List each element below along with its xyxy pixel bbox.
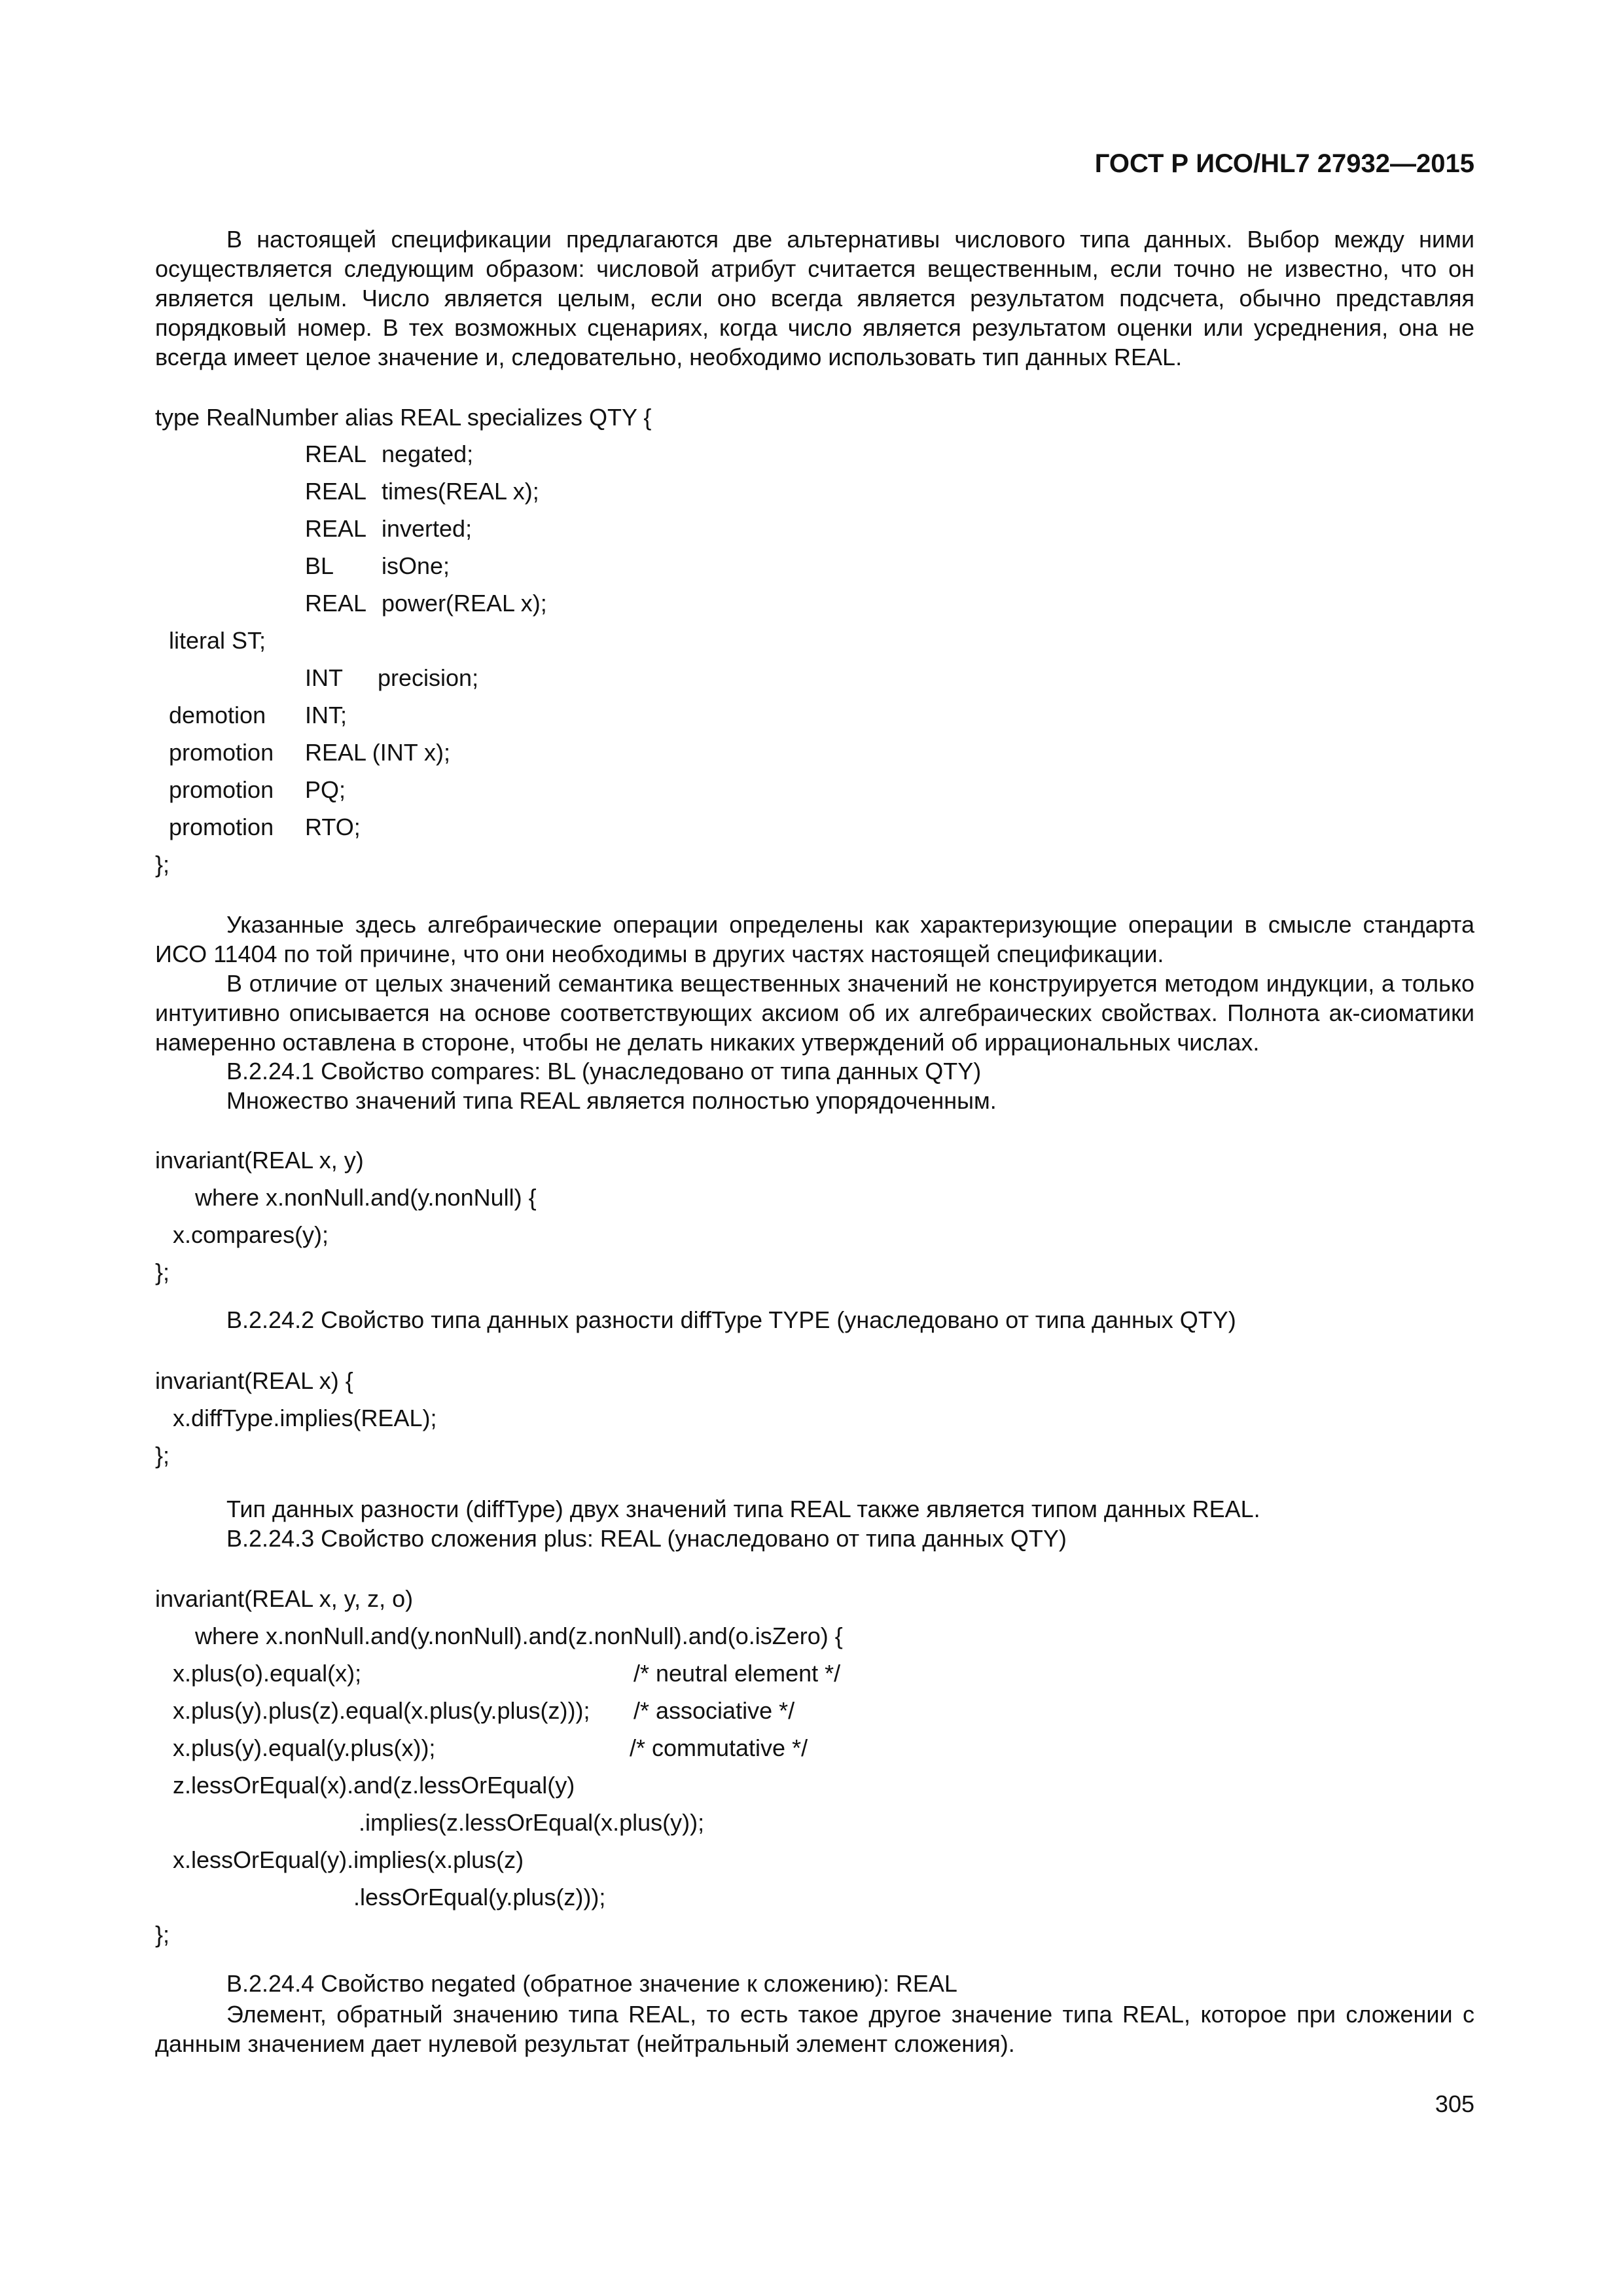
section-heading-compares: В.2.24.1 Свойство compares: BL (унаследовано от типа данных QTY) — [226, 1058, 982, 1085]
code-line: }; — [155, 1921, 170, 1948]
code-line: x.diffType.implies(REAL); — [173, 1405, 437, 1431]
code-comment: /* commutative */ — [630, 1734, 808, 1761]
code-line: .implies(z.lessOrEqual(x.plus(y)); — [359, 1809, 705, 1836]
operations-paragraph: Указанные здесь алгебраические операции определены как характеризующие операции в смысле стандарта ИСО 11404 по той причине, что они необходимы в других частях настоящей спецификации. В отличие от целых значений семантика вещественных значений не конструируется методом индукции, а только интуитивно описывается на основе соответствующих аксиом об их алгебраических свойствах. Полнота ак-сиоматики намеренно оставлена в стороне, чтобы не делать никаких утверждений об иррациональных числах. — [155, 911, 1474, 1056]
type-declaration-open: type RealNumber alias REAL specializes QTY { — [155, 404, 652, 431]
literal-line: literal ST; — [169, 627, 266, 654]
code-line: }; — [155, 1442, 170, 1469]
code-line: where x.nonNull.and(y.nonNull) { — [195, 1184, 537, 1211]
code-line: invariant(REAL x, y) — [155, 1147, 364, 1174]
section-heading-plus: В.2.24.3 Свойство сложения plus: REAL (унаследовано от типа данных QTY) — [226, 1525, 1067, 1552]
code-line: x.plus(y).equal(y.plus(x)); — [173, 1734, 436, 1761]
code-line: }; — [155, 1259, 170, 1285]
code-line: x.compares(y); — [173, 1221, 329, 1248]
code-line: z.lessOrEqual(x).and(z.lessOrEqual(y) — [173, 1772, 575, 1799]
code-line: where x.nonNull.and(y.nonNull).and(z.nonNull).and(o.isZero) { — [195, 1623, 843, 1649]
section-heading-difftype: В.2.24.2 Свойство типа данных разности diffType TYPE (унаследовано от типа данных QTY) — [226, 1306, 1236, 1333]
code-comment: /* associative */ — [633, 1697, 795, 1724]
code-line: invariant(REAL x, y, z, o) — [155, 1585, 414, 1612]
document-page: ГОСТ Р ИСО/HL7 27932—2015 В настоящей спецификации предлагаются две альтернативы числового типа данных. Выбор между ними осуществляется следующим образом: числовой атрибут считается вещественным, если точно не известно, что он является целым. Число является целым, если оно всегда является результатом подсчета, обычно представляя порядковый номер. В тех возможных сценариях, когда число является результатом оценки или усреднения, она не всегда имеет целое значение и, следовательно, необходимо использовать тип данных REAL. type RealNumber alias REAL specializes QTY { REAL negated; REAL times(REAL x); REAL inverted; BL isOne; REAL power(REAL x); literal ST; INT precision; demotion INT; promotion REAL (INT x); promotion PQ; promotion RTO; }; Указанные здесь алгебраические операции определены как характеризующие операции в смысле стандарта ИСО 11404 по той причине, что они необходимы в других частях настоящей спецификации. В отличие от целых значений семантика вещественных значений не конструируется методом индукции, а только интуитивно описывается на основе соответствующих аксиом об их алгебраических свойствах. Полнота ак-сиоматики намеренно оставлена в стороне, чтобы не делать никаких утверждений об иррациональных числах. В.2.24.1 Свойство compares: BL (унаследовано от типа данных QTY) Множество значений типа REAL является полностью упорядоченным. invariant(REAL x, y) where x.nonNull.and(y.nonNull) { x.compares(y); }; В.2.24.2 Свойство типа данных разности diffType TYPE (унаследовано от типа данных QTY) invariant(REAL x) { x.diffType.implies(REAL); }; Тип данных разности (diffType) двух значений типа REAL также является типом данных REAL. В.2.24.3 Свойство сложения plus: REAL (унаследовано от типа данных QTY) invariant(REAL x, y, z, o) where x.nonNull.and(y.nonNull).and(z.nonNull).and(o.isZero) { x.plus(o).equal(x); /* neutral element */ x.plus(y).plus(z).equal(x.plus(y.plus(z))); /* associative */ x.plus(y).equal(y.plus(x)); /* commutative */ z.lessOrEqual(x).and(z.lessOrEqual(y) .implies(z.lessOrEqual(x.plus(y)); x.lessOrEqual(y).implies(x.plus(z) .lessOrEqual(y.plus(z))); }; В.2.24.4 Свойство negated (обратное значение к сложению): REAL Элемент, обратный значению типа REAL, то есть такое другое значение типа REAL, которое при сложении с данным значением дает нулевой результат (нейтральный элемент сложения). 305 — [0, 0, 1623, 2296]
section-text-negated: Элемент, обратный значению типа REAL, то есть такое другое значение типа REAL, которое при сложении с данным значением дает нулевой результат (нейтральный элемент сложения). — [155, 2001, 1474, 2057]
section-text-difftype: Тип данных разности (diffType) двух значений типа REAL также является типом данных REAL. — [226, 1496, 1260, 1522]
document-header: ГОСТ Р ИСО/HL7 27932—2015 — [1094, 149, 1474, 178]
code-comment: /* neutral element */ — [633, 1660, 841, 1687]
type-declaration-close: }; — [155, 851, 170, 878]
page-number: 305 — [1435, 2090, 1474, 2117]
code-line: .lessOrEqual(y.plus(z))); — [353, 1884, 606, 1910]
code-line: x.plus(y).plus(z).equal(x.plus(y.plus(z))); — [173, 1697, 590, 1724]
section-heading-negated: В.2.24.4 Свойство negated (обратное значение к сложению): REAL — [226, 1970, 957, 1997]
intro-paragraph: В настоящей спецификации предлагаются две альтернативы числового типа данных. Выбор между ними осуществляется следующим образом: числовой атрибут считается вещественным, если точно не известно, что он является целым. Число является целым, если оно всегда является результатом подсчета, обычно представляя порядковый номер. В тех возможных сценариях, когда число является результатом оценки или усреднения, она не всегда имеет целое значение и, следовательно, необходимо использовать тип данных REAL. — [155, 226, 1474, 370]
section-text-compares: Множество значений типа REAL является полностью упорядоченным. — [226, 1087, 997, 1114]
code-line: x.lessOrEqual(y).implies(x.plus(z) — [173, 1846, 524, 1873]
code-line: x.plus(o).equal(x); — [173, 1660, 362, 1687]
code-line: invariant(REAL x) { — [155, 1367, 353, 1394]
